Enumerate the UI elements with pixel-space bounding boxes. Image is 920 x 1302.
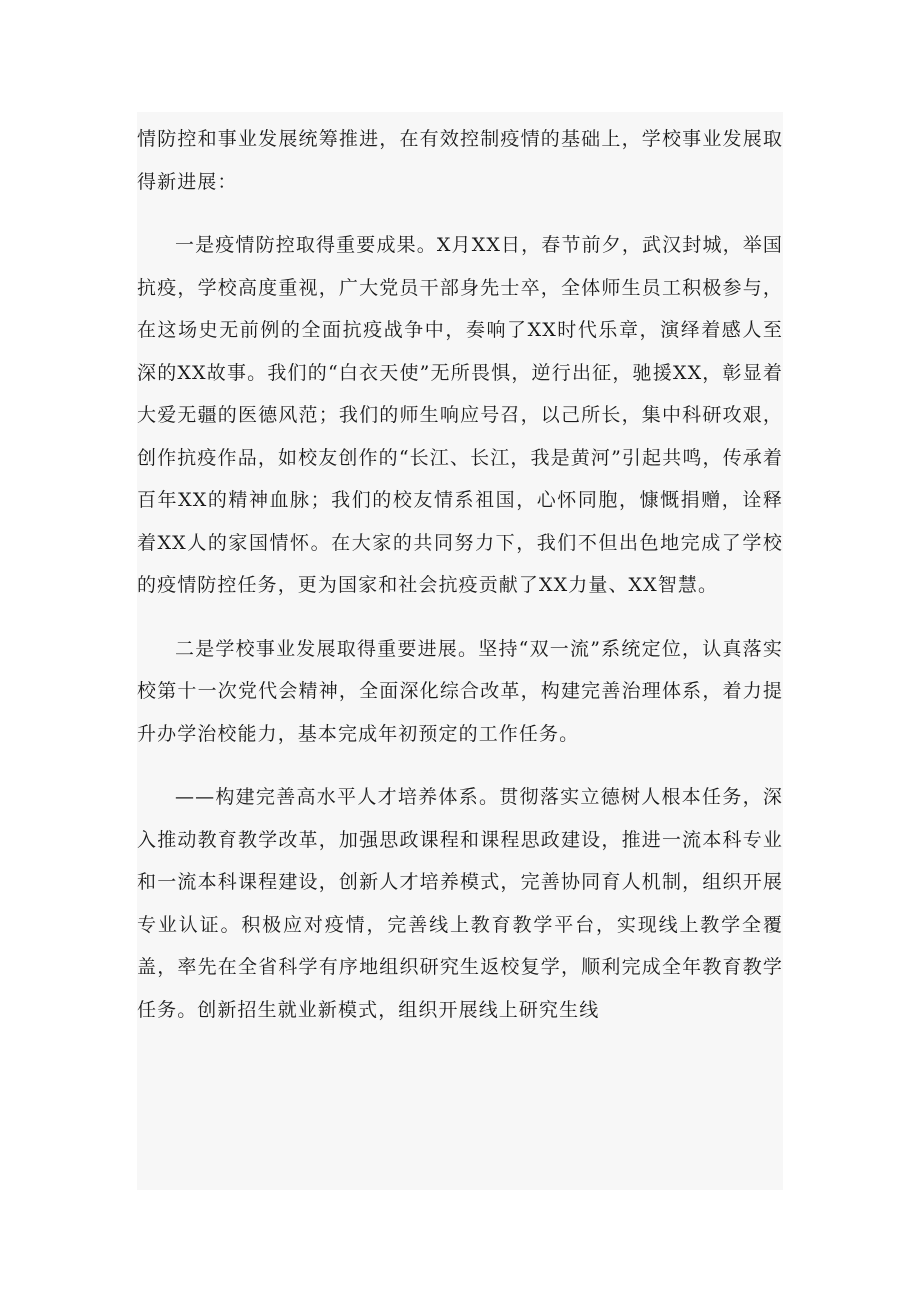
paragraph-intro-continuation: 情防控和事业发展统筹推进，在有效控制疫情的基础上，学校事业发展取得新进展： (137, 128, 783, 193)
paragraph-point-one: 一是疫情防控取得重要成果。X月XX日，春节前夕，武汉封城，举国抗疫，学校高度重视，广大党员干部身先士卒，全体师生员工积极参与，在这场史无前例的全面抗疫战争中，奏响了XX时代乐章，演绎着感人至深的XX故事。我们的“白衣天使”无所畏惧，逆行出征，驰援XX，彰显着大爱无疆的医德风范；我们的师生响应号召，以己所长，集中科研攻艰，创作抗疫作品，如校友创作的“长江、长江，我是黄河”引起共鸣，传承着百年XX的精神血脉；我们的校友情系祖国，心怀同胞，慷慨捐赠，诠释着XX人的家国情怀。在大家的共同努力下，我们不但出色地完成了学校的疫情防控任务，更为国家和社会抗疫贡献了XX力量、XX智慧。 (137, 234, 783, 596)
document-body (137, 112, 783, 1190)
paragraph-point-two: 二是学校事业发展取得重要进展。坚持“双一流”系统定位，认真落实校第十一次党代会精神，全面深化综合改革，构建完善治理体系，着力提升办学治校能力，基本完成年初预定的工作任务。 (137, 637, 783, 745)
paragraph-talent-system: ——构建完善高水平人才培养体系。贯彻落实立德树人根本任务，深入推动教育教学改革，加强思政课程和课程思政建设，推进一流本科专业和一流本科课程建设，创新人才培养模式，完善协同育人机制，组织开展专业认证。积极应对疫情，完善线上教育教学平台，实现线上教学全覆盖，率先在全省科学有序地组织研究生返校复学，顺利完成全年教育教学任务。创新招生就业新模式，组织开展线上研究生线 (137, 786, 783, 1021)
